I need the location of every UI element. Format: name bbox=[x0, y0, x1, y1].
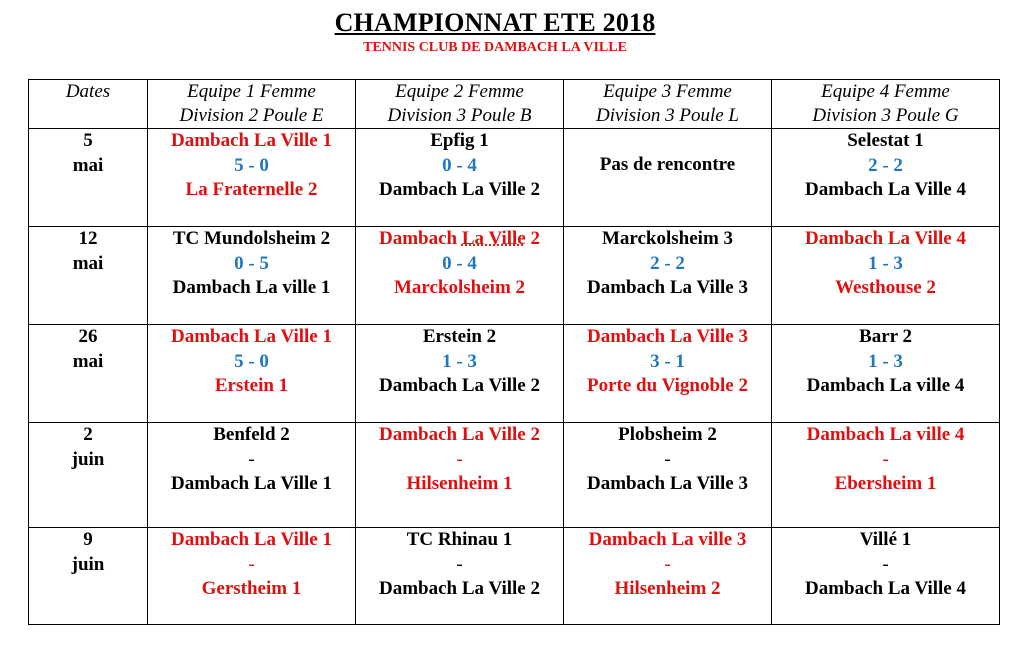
match-score: 3 - 1 bbox=[650, 350, 685, 372]
home-team: Epfig 1 bbox=[430, 130, 489, 151]
table-row bbox=[29, 227, 1000, 325]
home-team: Dambach La Ville 1 bbox=[171, 326, 332, 347]
home-team: TC Rhinau 1 bbox=[406, 529, 513, 550]
away-team: Dambach La ville 1 bbox=[172, 277, 331, 298]
match-cell bbox=[564, 528, 772, 625]
column-header-team: Equipe 2 Femme bbox=[395, 81, 524, 102]
page-title: CHAMPIONNAT ETE 2018 bbox=[334, 8, 656, 37]
home-team-part: Dambach bbox=[379, 228, 462, 249]
home-team: Dambach La ville 4 bbox=[806, 424, 965, 445]
away-team: Dambach La Ville 2 bbox=[379, 375, 540, 396]
match-score: 2 - 2 bbox=[650, 252, 685, 274]
column-header-team1 bbox=[148, 80, 356, 129]
match-cell bbox=[564, 325, 772, 423]
match-score: 5 - 0 bbox=[234, 350, 269, 372]
home-team: Dambach La Ville 1 bbox=[171, 529, 332, 550]
match-cell bbox=[148, 325, 356, 423]
date-cell bbox=[29, 129, 148, 227]
date-month: juin bbox=[71, 448, 105, 470]
date-cell bbox=[29, 423, 148, 528]
home-team: Dambach La Ville 2 bbox=[379, 424, 540, 445]
home-team: Selestat 1 bbox=[847, 130, 924, 151]
match-score: - bbox=[664, 553, 671, 575]
match-score: 1 - 3 bbox=[868, 252, 903, 274]
home-team: Erstein 2 bbox=[422, 326, 497, 347]
column-header-team: Equipe 4 Femme bbox=[821, 81, 950, 102]
column-header-dates bbox=[29, 80, 148, 129]
spellcheck-underlined-text: La Ville bbox=[461, 228, 526, 249]
match-score: - bbox=[456, 553, 463, 575]
date-month: mai bbox=[72, 252, 104, 274]
away-team: Dambach La ville 4 bbox=[806, 375, 965, 396]
table-row bbox=[29, 423, 1000, 528]
home-team: Villé 1 bbox=[859, 529, 912, 550]
match-score: - bbox=[882, 553, 889, 575]
match-cell bbox=[772, 129, 1000, 227]
home-team-part: 2 bbox=[525, 228, 540, 249]
column-header-team4 bbox=[772, 80, 1000, 129]
date-day: 9 bbox=[83, 529, 93, 550]
match-cell bbox=[772, 325, 1000, 423]
home-team bbox=[356, 227, 563, 252]
match-cell bbox=[356, 423, 564, 528]
date-cell bbox=[29, 325, 148, 423]
date-month: juin bbox=[71, 553, 105, 575]
column-header-team: Equipe 3 Femme bbox=[603, 81, 732, 102]
column-header-division: Division 2 Poule E bbox=[179, 105, 324, 126]
date-day: 26 bbox=[78, 326, 98, 347]
match-cell bbox=[148, 227, 356, 325]
home-team: TC Mundolsheim 2 bbox=[172, 228, 331, 249]
away-team: Gerstheim 1 bbox=[201, 578, 302, 599]
away-team: Dambach La Ville 4 bbox=[805, 578, 966, 599]
away-team: Dambach La Ville 2 bbox=[379, 179, 540, 200]
date-cell bbox=[29, 528, 148, 625]
page-subtitle: TENNIS CLUB DE DAMBACH LA VILLE bbox=[363, 40, 627, 55]
column-header-division: Division 3 Poule L bbox=[595, 105, 740, 126]
match-score: 0 - 4 bbox=[442, 154, 477, 176]
match-cell bbox=[148, 528, 356, 625]
away-team: La Fraternelle 2 bbox=[185, 179, 318, 200]
away-team: Hilsenheim 2 bbox=[614, 578, 721, 599]
home-team: Benfeld 2 bbox=[213, 424, 290, 445]
away-team: Dambach La Ville 1 bbox=[171, 473, 332, 494]
no-match-note: Pas de rencontre bbox=[599, 154, 736, 175]
match-score: - bbox=[456, 448, 463, 470]
home-team: Dambach La Ville 3 bbox=[587, 326, 748, 347]
table-row bbox=[29, 528, 1000, 625]
date-cell bbox=[29, 227, 148, 325]
table-row bbox=[29, 325, 1000, 423]
date-day: 2 bbox=[83, 424, 93, 445]
date-month: mai bbox=[72, 350, 104, 372]
match-cell bbox=[564, 423, 772, 528]
table-row bbox=[29, 129, 1000, 227]
match-cell bbox=[564, 227, 772, 325]
away-team: Dambach La Ville 3 bbox=[587, 277, 748, 298]
match-score: 5 - 0 bbox=[234, 154, 269, 176]
home-team: Dambach La ville 3 bbox=[588, 529, 747, 550]
away-team: Erstein 1 bbox=[214, 375, 289, 396]
match-cell bbox=[356, 129, 564, 227]
match-score: 1 - 3 bbox=[442, 350, 477, 372]
match-cell bbox=[772, 227, 1000, 325]
match-score: 0 - 5 bbox=[234, 252, 269, 274]
away-team: Dambach La Ville 3 bbox=[587, 473, 748, 494]
match-cell bbox=[772, 423, 1000, 528]
column-header-team3 bbox=[564, 80, 772, 129]
schedule-table bbox=[28, 79, 1000, 625]
match-cell bbox=[772, 528, 1000, 625]
away-team: Ebersheim 1 bbox=[834, 473, 937, 494]
date-month: mai bbox=[72, 154, 104, 176]
column-header-division: Division 3 Poule B bbox=[387, 105, 532, 126]
date-day: 12 bbox=[78, 228, 98, 249]
match-score: - bbox=[248, 448, 255, 470]
column-header-team: Equipe 1 Femme bbox=[187, 81, 316, 102]
away-team: Westhouse 2 bbox=[835, 277, 936, 298]
away-team: Hilsenheim 1 bbox=[406, 473, 513, 494]
away-team: Dambach La Ville 2 bbox=[379, 578, 540, 599]
column-header-team2 bbox=[356, 80, 564, 129]
match-score: 0 - 4 bbox=[442, 252, 477, 274]
match-cell bbox=[148, 423, 356, 528]
away-team: Marckolsheim 2 bbox=[393, 277, 526, 298]
column-header-label: Dates bbox=[65, 81, 111, 102]
header-row bbox=[29, 80, 1000, 129]
match-cell bbox=[148, 129, 356, 227]
column-header-division: Division 3 Poule G bbox=[812, 105, 959, 126]
match-score: 1 - 3 bbox=[868, 350, 903, 372]
away-team: Porte du Vignoble 2 bbox=[587, 375, 748, 396]
match-score: 2 - 2 bbox=[868, 154, 903, 176]
home-team: Dambach La Ville 4 bbox=[805, 228, 966, 249]
away-team: Dambach La Ville 4 bbox=[805, 179, 966, 200]
match-cell bbox=[356, 227, 564, 325]
match-score: - bbox=[882, 448, 889, 470]
home-team: Dambach La Ville 1 bbox=[171, 130, 332, 151]
match-score: - bbox=[664, 448, 671, 470]
date-day: 5 bbox=[83, 130, 93, 151]
home-team: Plobsheim 2 bbox=[618, 424, 717, 445]
match-cell bbox=[564, 129, 772, 227]
match-score: - bbox=[248, 553, 255, 575]
match-cell bbox=[356, 528, 564, 625]
match-cell bbox=[356, 325, 564, 423]
home-team: Barr 2 bbox=[859, 326, 912, 347]
home-team: Marckolsheim 3 bbox=[601, 228, 734, 249]
